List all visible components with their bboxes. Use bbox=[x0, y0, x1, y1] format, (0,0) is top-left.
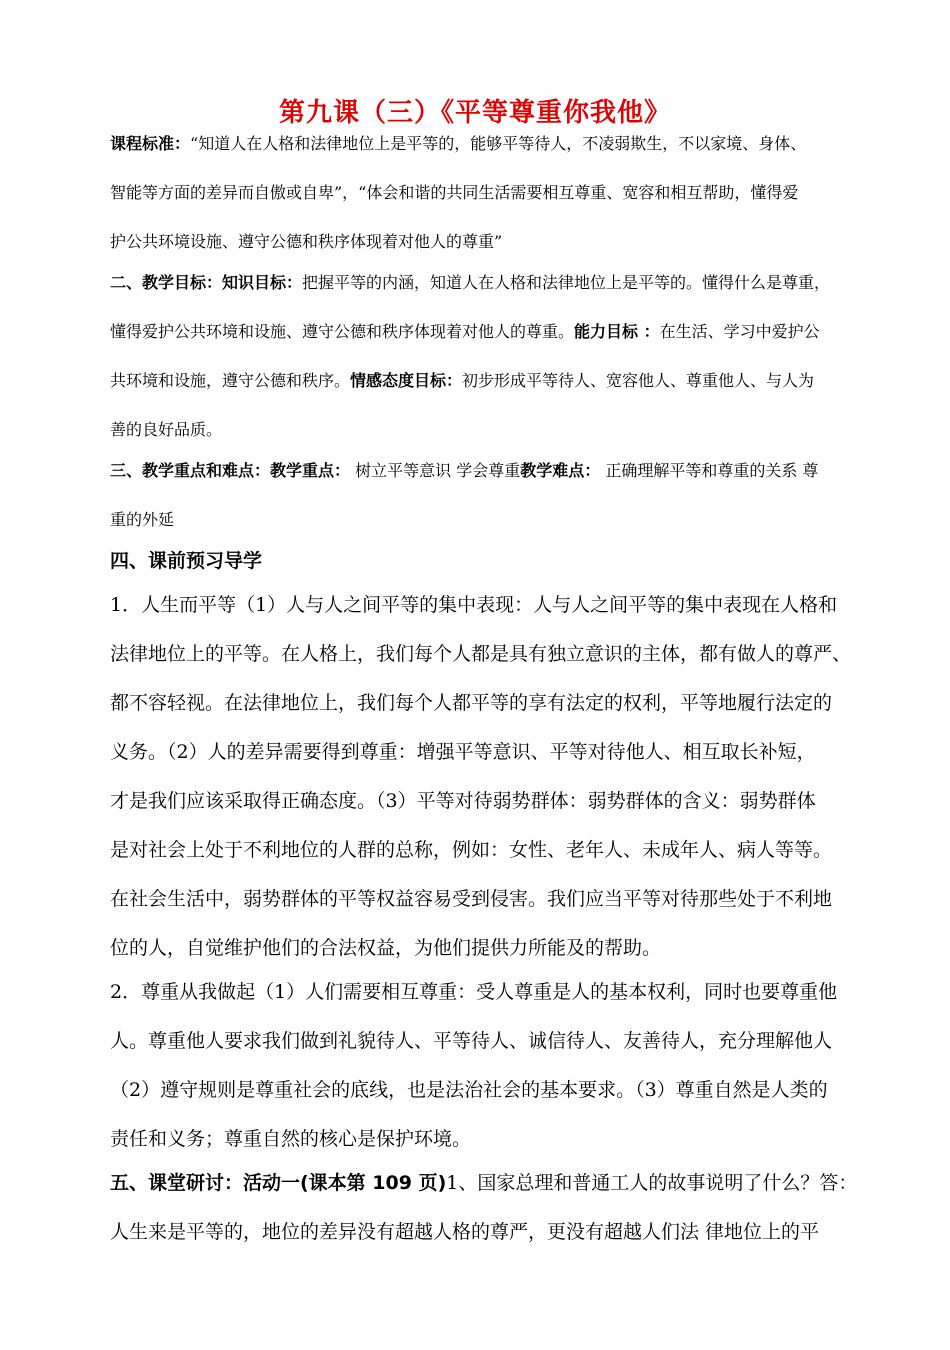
page-title: 第九课（三）《平等尊重你我他》 bbox=[278, 98, 671, 128]
preview-line: 位的人，自觉维护他们的合法权益，为他们提供力所能及的帮助。 bbox=[110, 937, 662, 959]
emotion-label: 情感态度目标： bbox=[350, 371, 463, 390]
standards-line-2: 智能等方面的差异而自傲或自卑”，“体会和谐的共同生活需要相互尊重、宽容和相互帮助，懂得爱 bbox=[110, 183, 799, 202]
classroom-question: 1、国家总理和普通工人的故事说明了什么？答： bbox=[446, 1172, 858, 1194]
goals-label: 二、教学目标： bbox=[110, 273, 223, 292]
standards-line-1 bbox=[110, 131, 880, 154]
preview-line: （2）遵守规则是尊重社会的底线，也是法治社会的基本要求。（3）尊重自然是人类的 bbox=[110, 1079, 828, 1101]
preview-line: 在社会生活中，弱势群体的平等权益容易受到侵害。我们应当平等对待那些处于不利地 bbox=[110, 888, 833, 910]
preview-line: 都不容轻视。在法律地位上，我们每个人都平等的享有法定的权利，平等地履行法定的 bbox=[110, 692, 833, 714]
keypoints-line-1 bbox=[110, 458, 880, 481]
classroom-label: 五、课堂研讨：活动一(课本第 109 页) bbox=[110, 1172, 447, 1194]
preview-line: 法律地位上的平等。在人格上，我们每个人都是具有独立意识的主体，都有做人的尊严、 bbox=[110, 643, 852, 665]
goals-text-3: 共环境和设施，遵守公德和秩序。 bbox=[110, 371, 351, 390]
emotion-text: 初步形成平等待人、宽容他人、尊重他人、与人为 bbox=[462, 371, 815, 390]
preview-heading bbox=[110, 546, 880, 573]
knowledge-text: 把握平等的内涵，知道人在人格和法律地位上是平等的。懂得什么是尊重， bbox=[302, 273, 831, 292]
preview-line: 才是我们应该采取得正确态度。（3）平等对待弱势群体：弱势群体的含义：弱势群体 bbox=[110, 790, 816, 812]
keypoints-label: 三、教学重点和难点： bbox=[110, 461, 271, 480]
preview-heading-text: 四、课前预习导学 bbox=[110, 550, 263, 572]
ability-text: 在生活、学习中爱护公 bbox=[659, 322, 820, 341]
focus-text: 树立平等意识 学会尊重 bbox=[350, 461, 521, 480]
difficulty-text: 正确理解平等和尊重的关系 尊 bbox=[600, 461, 819, 480]
goals-text-2: 懂得爱护公共环境和设施、遵守公德和秩序体现着对他人的尊重。 bbox=[110, 322, 575, 341]
focus-label: 教学重点： bbox=[270, 461, 351, 480]
standards-line-3: 护公共环境设施、遵守公德和秩序体现着对他人的尊重” bbox=[110, 232, 503, 251]
preview-line: 是对社会上处于不利地位的人群的总称，例如：女性、老年人、未成年人、病人等等。 bbox=[110, 839, 833, 861]
preview-line: 2．尊重从我做起（1）人们需要相互尊重：受人尊重是人的基本权利，同时也要尊重他 bbox=[110, 981, 838, 1003]
difficulty-label: 教学难点： bbox=[520, 461, 601, 480]
preview-line: 责任和义务；尊重自然的核心是保护环境。 bbox=[110, 1128, 472, 1150]
knowledge-label: 知识目标： bbox=[222, 273, 303, 292]
standards-label: 课程标准： bbox=[110, 134, 191, 153]
classroom-line-2: 人生来是平等的，地位的差异没有超越人格的尊严，更没有超越人们法 律地位上的平 bbox=[110, 1221, 820, 1243]
preview-line: 义务。（2）人的差异需要得到尊重：增强平等意识、平等对待他人、相互取长补短， bbox=[110, 741, 816, 763]
goals-line-3 bbox=[110, 368, 880, 391]
preview-line: 人。尊重他人要求我们做到礼貌待人、平等待人、诚信待人、友善待人，充分理解他人 bbox=[110, 1030, 833, 1052]
keypoints-line-2: 重的外延 bbox=[110, 510, 175, 529]
standards-text-1: “知道人在人格和法律地位上是平等的，能够平等待人，不凌弱欺生，不以家境、身体、 bbox=[190, 134, 807, 153]
goals-line-1 bbox=[110, 270, 880, 293]
goals-line-4: 善的良好品质。 bbox=[110, 420, 223, 439]
classroom-line-1 bbox=[110, 1168, 880, 1195]
ability-label: 能力目标 ： bbox=[574, 322, 660, 341]
preview-line: 1．人生而平等（1）人与人之间平等的集中表现：人与人之间平等的集中表现在人格和 bbox=[110, 594, 838, 616]
goals-line-2 bbox=[110, 319, 880, 342]
